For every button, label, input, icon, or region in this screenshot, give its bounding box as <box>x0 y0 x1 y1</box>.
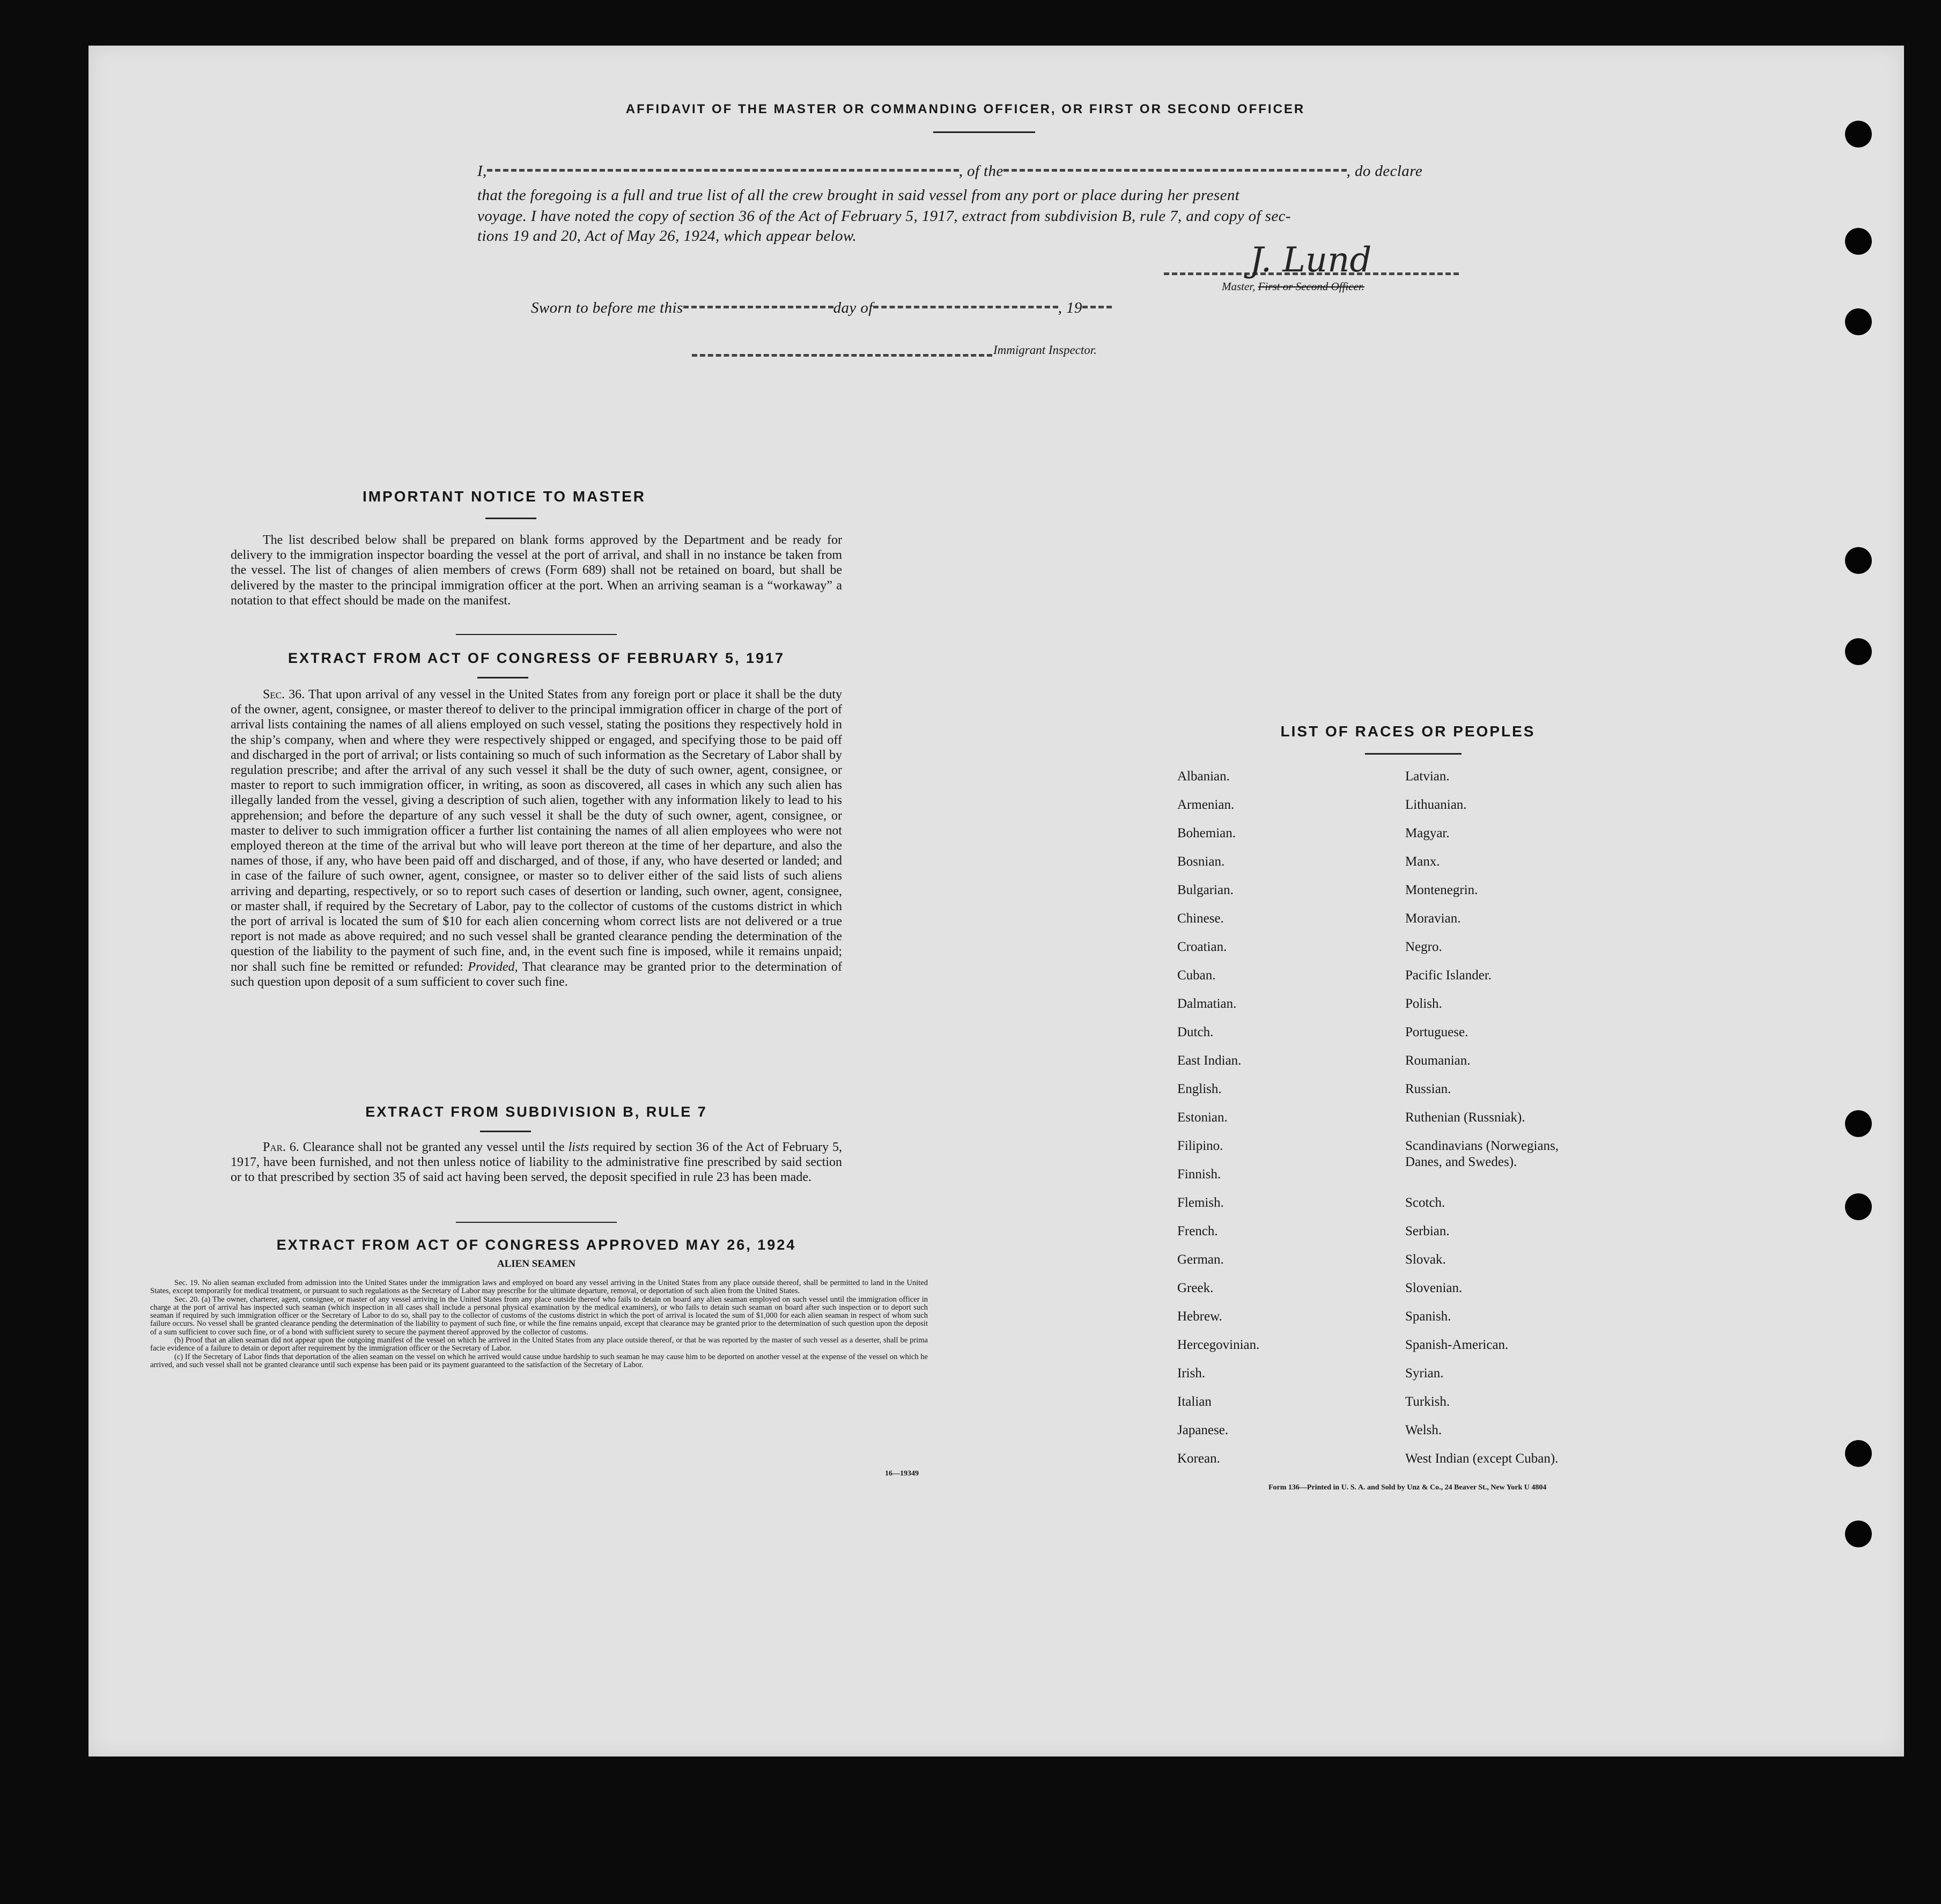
declaration-line <box>477 163 1422 180</box>
sec36-lead: Sec. 36. <box>263 688 305 702</box>
race-item: Hebrew. <box>1177 1309 1222 1324</box>
race-item: Flemish. <box>1177 1195 1224 1210</box>
race-item: Manx. <box>1405 854 1440 869</box>
do-declare-label: , do declare <box>1346 163 1423 180</box>
race-item: English. <box>1177 1082 1222 1096</box>
par6-text-b: required by section 36 of the Act of February 5, 1917, have been furnished, and not then unless notice of liability to the administrative fine prescribed by said section or to that prescribed by section 35 of said act having been served, the deposit specified in rule 23 has been made. <box>231 1140 843 1185</box>
race-item: Negro. <box>1405 940 1442 954</box>
day-of-label: day of <box>833 299 873 316</box>
race-item: Turkish. <box>1405 1394 1450 1409</box>
par6-paragraph <box>231 1140 842 1185</box>
rule7-body <box>231 1140 842 1185</box>
race-item: Roumanian. <box>1405 1053 1471 1068</box>
binder-hole <box>1845 1521 1872 1547</box>
race-item: Cuban. <box>1177 968 1216 983</box>
name-blank[interactable] <box>487 169 959 172</box>
races-title: LIST OF RACES OR PEOPLES <box>1280 723 1536 740</box>
race-item: East Indian. <box>1177 1053 1242 1068</box>
affidavit-title: AFFIDAVIT OF THE MASTER OR COMMANDING OFFICER, OR FIRST OR SECOND OFFICER <box>625 102 1305 116</box>
race-item: Albanian. <box>1177 769 1230 784</box>
race-item: Irish. <box>1177 1366 1206 1381</box>
race-item: German. <box>1177 1252 1224 1267</box>
race-item: Greek. <box>1177 1281 1214 1295</box>
par6-lead: Par. 6. <box>263 1140 299 1154</box>
form-footer: Form 136—Printed in U. S. A. and Sold by Unz & Co., 24 Beaver St., New York U 4804 <box>1268 1484 1547 1492</box>
race-item: Latvian. <box>1405 769 1450 784</box>
race-item: Syrian. <box>1405 1366 1444 1381</box>
race-item: Bulgarian. <box>1177 883 1234 897</box>
race-item: Danes, and Swedes). <box>1405 1155 1517 1169</box>
sec36-text: That upon arrival of any vessel in the United States from any foreign port or place it shall be the duty of the owner, agent, consignee, or master thereof to deliver to the principal immigration officer in charge of the port of arrival lists containing the names of all aliens employed on such vessel, stating the positions they respectively hold in the ship’s company, when and where they were respectively shipped or engaged, and specifying those to be paid off and discharged in the port of arrival; or lists containing so much of such information as the Secretary of Labor shall by regulation prescribe; and after the arrival of any such vessel it shall be the duty of such owner, agent, consignee, or master to report to such immigration officer, in writing, as soon as discovered, all cases in which any such alien has illegally landed from the vessel, giving a description of such alien, together with any information likely to lead to his apprehension; and before the departure of any such vessel it shall be the duty of such owner, agent, consignee, or master to deliver to such immigration officer a further list containing the names of all alien employees who were not employed thereon at the time of the arrival but who will leave port thereon at the time of her departure, and also the names of those, if any, who have been paid off and discharged, and of those, if any, who have deserted or landed; and in case of the failure of such owner, agent, consignee, or master so to deliver either of the said lists of such aliens arriving and departing, respectively, or so to report such cases of desertion or landing, such owner, agent, consignee, or master shall, if required by the Secretary of Labor, pay to the collector of customs of the customs district in which the port of arrival is located the sum of $10 for each alien concerning whom correct lists are not delivered or a true report is not made as above required; and no such vessel shall be granted clearance pending the determination of the question of the liability to the payment of such fine, and, in the event such fine is imposed, while it remains unpaid; nor shall such fine be remitted or refunded: <box>231 688 842 974</box>
title-rule <box>933 131 1035 133</box>
alien-seamen-subtitle: ALIEN SEAMEN <box>497 1258 576 1270</box>
race-item: Estonian. <box>1177 1110 1228 1125</box>
extract-1917-title: EXTRACT FROM ACT OF CONGRESS OF FEBRUARY 5, 1917 <box>287 650 785 666</box>
race-item: Filipino. <box>1177 1139 1223 1153</box>
race-item: Welsh. <box>1405 1423 1442 1437</box>
declaration-text-4: tions 19 and 20, Act of May 26, 1924, which appear below. <box>477 227 857 245</box>
race-item: Slovenian. <box>1405 1281 1463 1295</box>
race-item: Chinese. <box>1177 911 1224 926</box>
race-item: Serbian. <box>1405 1224 1450 1238</box>
race-item: Italian <box>1177 1394 1212 1409</box>
section-rule <box>456 634 617 635</box>
binder-hole <box>1845 547 1872 574</box>
binder-hole <box>1845 1110 1872 1137</box>
sworn-label: Sworn to before me this <box>531 299 683 316</box>
sworn-day-blank[interactable] <box>683 306 833 308</box>
provided-label: Provided, <box>468 960 518 974</box>
race-item: French. <box>1177 1224 1218 1238</box>
sec20c-text: (c) If the Secretary of Labor finds that deportation of the alien seaman on the vessel on which he arrived would cause undue hardship to such seaman he may cause him to be deported on another vessel at the expense of the vessel on which he arrived, and such vessel shall not be granted clearance until such expense has been paid or its payment guaranteed to the satisfaction of the Secretary of Labor. <box>150 1352 928 1369</box>
race-item: Montenegrin. <box>1405 883 1478 897</box>
race-item: Croatian. <box>1177 940 1227 954</box>
signer-title-struck: First or Second Officer. <box>1258 280 1364 293</box>
sworn-line <box>531 299 1112 317</box>
race-item: Bohemian. <box>1177 826 1236 840</box>
declarant-prefix: I, <box>477 163 487 180</box>
rule7-title: EXTRACT FROM SUBDIVISION B, RULE 7 <box>365 1104 707 1120</box>
race-item: Moravian. <box>1405 911 1461 926</box>
declaration-text-2: that the foregoing is a full and true list of all the crew brought in said vessel from any port or place during her present <box>477 187 1240 204</box>
inspector-signature-line <box>692 354 992 357</box>
race-item: Japanese. <box>1177 1423 1229 1437</box>
master-signature: J. Lund <box>1250 240 1372 280</box>
sec20b-text: (b) Proof that an alien seaman did not appear upon the outgoing manifest of the vessel on which he arrived in the United States from any place outside thereof, or that he was reported by the master of such vessel as a deserter, shall be prima facie evidence of a failure to detain or deport after requirement by the immigration officer or the Secretary of Labor. <box>150 1336 928 1353</box>
race-item: Slovak. <box>1405 1252 1446 1267</box>
lists-word: lists <box>568 1140 589 1154</box>
race-item: West Indian (except Cuban). <box>1405 1451 1559 1466</box>
extract-1917-body <box>231 687 842 990</box>
binder-hole <box>1845 121 1872 147</box>
race-item: Scandinavians (Norwegians, <box>1405 1139 1559 1153</box>
signer-title-master: Master, <box>1222 280 1256 293</box>
extract-1917-rule <box>477 677 528 678</box>
race-item: Dalmatian. <box>1177 997 1237 1011</box>
binder-hole <box>1845 308 1872 335</box>
extract-1924-title: EXTRACT FROM ACT OF CONGRESS APPROVED MAY 26, 1924 <box>276 1237 796 1253</box>
notice-text: The list described below shall be prepared on blank forms approved by the Department and be ready for delivery to the immigration inspector boarding the vessel at the port of arrival, and shall in no instance be taken from the vessel. The list of changes of alien members of crews (Form 689) shall not be retained on board, but shall be delivered by the master to the principal immigration officer at the port. When an arriving seaman is a “workaway” a notation to that effect should be made on the manifest. <box>231 533 842 608</box>
sec36-tail: That clearance may be granted prior to the determination of such question upon deposit of a sum sufficient to cover such fine. <box>231 960 842 989</box>
race-item: Dutch. <box>1177 1025 1214 1039</box>
print-code: 16—19349 <box>885 1470 919 1478</box>
race-item: Portuguese. <box>1405 1025 1468 1039</box>
sec19-text: Sec. 19. No alien seaman excluded from admission into the United States under the immigration laws and employed on board any vessel arriving in the United States from any place outside thereof, shall be permitted to land in the United States, except temporarily for medical treatment, or pursuant to such regulations as the Secretary of Labor may prescribe for the ultimate departure, removal, or deportation of such alien from the United States. <box>150 1279 928 1296</box>
par6-text-a: Clearance shall not be granted any vessel until the <box>302 1140 565 1154</box>
race-item: Finnish. <box>1177 1167 1221 1182</box>
notice-rule <box>485 518 536 519</box>
binder-hole <box>1845 228 1872 255</box>
inspector-label: Immigrant Inspector. <box>993 343 1097 357</box>
race-item: Spanish-American. <box>1405 1338 1509 1352</box>
sec36-paragraph <box>231 687 842 990</box>
binder-hole <box>1845 638 1872 665</box>
race-item: Armenian. <box>1177 798 1235 812</box>
race-item: Pacific Islander. <box>1405 968 1492 983</box>
sworn-year-blank[interactable] <box>1082 306 1112 308</box>
extract-1924-body <box>150 1279 928 1369</box>
race-item: Polish. <box>1405 997 1442 1011</box>
year-label: , 19 <box>1058 299 1082 316</box>
section-rule <box>456 1222 617 1223</box>
signer-title <box>1222 280 1364 293</box>
race-item: Russian. <box>1405 1082 1451 1096</box>
race-item: Bosnian. <box>1177 854 1225 869</box>
vessel-blank[interactable] <box>1003 169 1347 172</box>
sworn-month-blank[interactable] <box>873 306 1058 308</box>
race-item: Spanish. <box>1405 1309 1451 1324</box>
race-item: Ruthenian (Russniak). <box>1405 1110 1525 1125</box>
race-item: Korean. <box>1177 1451 1220 1466</box>
sec20a-text: Sec. 20. (a) The owner, charterer, agent, consignee, or master of any vessel arriving in the United States from any place outside thereof who fails to detain on board any alien seaman employed on such vessel until the immigration officer in charge at the port of arrival has inspected such seaman (which inspection in all cases shall include a personal physical examination by the medical examiners), or who fails to detain such seaman on board after such inspection or to deport such seaman if required by such immigration officer or the Secretary of Labor to do so, shall pay to the collector of customs of the customs district in which the port of arrival is located the sum of $1,000 for each alien seaman in respect of whom such failure occurs. No vessel shall be granted clearance pending the determination of the liability to payment of such fine, or while the fine remains unpaid, except that clearance may be granted prior to the determination of such question upon the deposit of a sum sufficient to cover such fine, or of a bond with sufficient surety to secure the payment thereof approved by the collector of customs. <box>150 1295 928 1337</box>
rule7-rule <box>480 1131 531 1132</box>
notice-body <box>231 533 842 608</box>
notice-title: IMPORTANT NOTICE TO MASTER <box>362 488 646 505</box>
race-item: Magyar. <box>1405 826 1450 840</box>
binder-hole <box>1845 1193 1872 1220</box>
race-item: Hercegovinian. <box>1177 1338 1260 1352</box>
race-item: Scotch. <box>1405 1195 1445 1210</box>
race-item: Lithuanian. <box>1405 798 1467 812</box>
declaration-text-3: voyage. I have noted the copy of section 36 of the Act of February 5, 1917, extract from subdivision B, rule 7, and copy of sec- <box>477 208 1291 225</box>
of-the-label: , of the <box>958 163 1003 180</box>
races-rule <box>1365 753 1462 755</box>
binder-hole <box>1845 1440 1872 1467</box>
